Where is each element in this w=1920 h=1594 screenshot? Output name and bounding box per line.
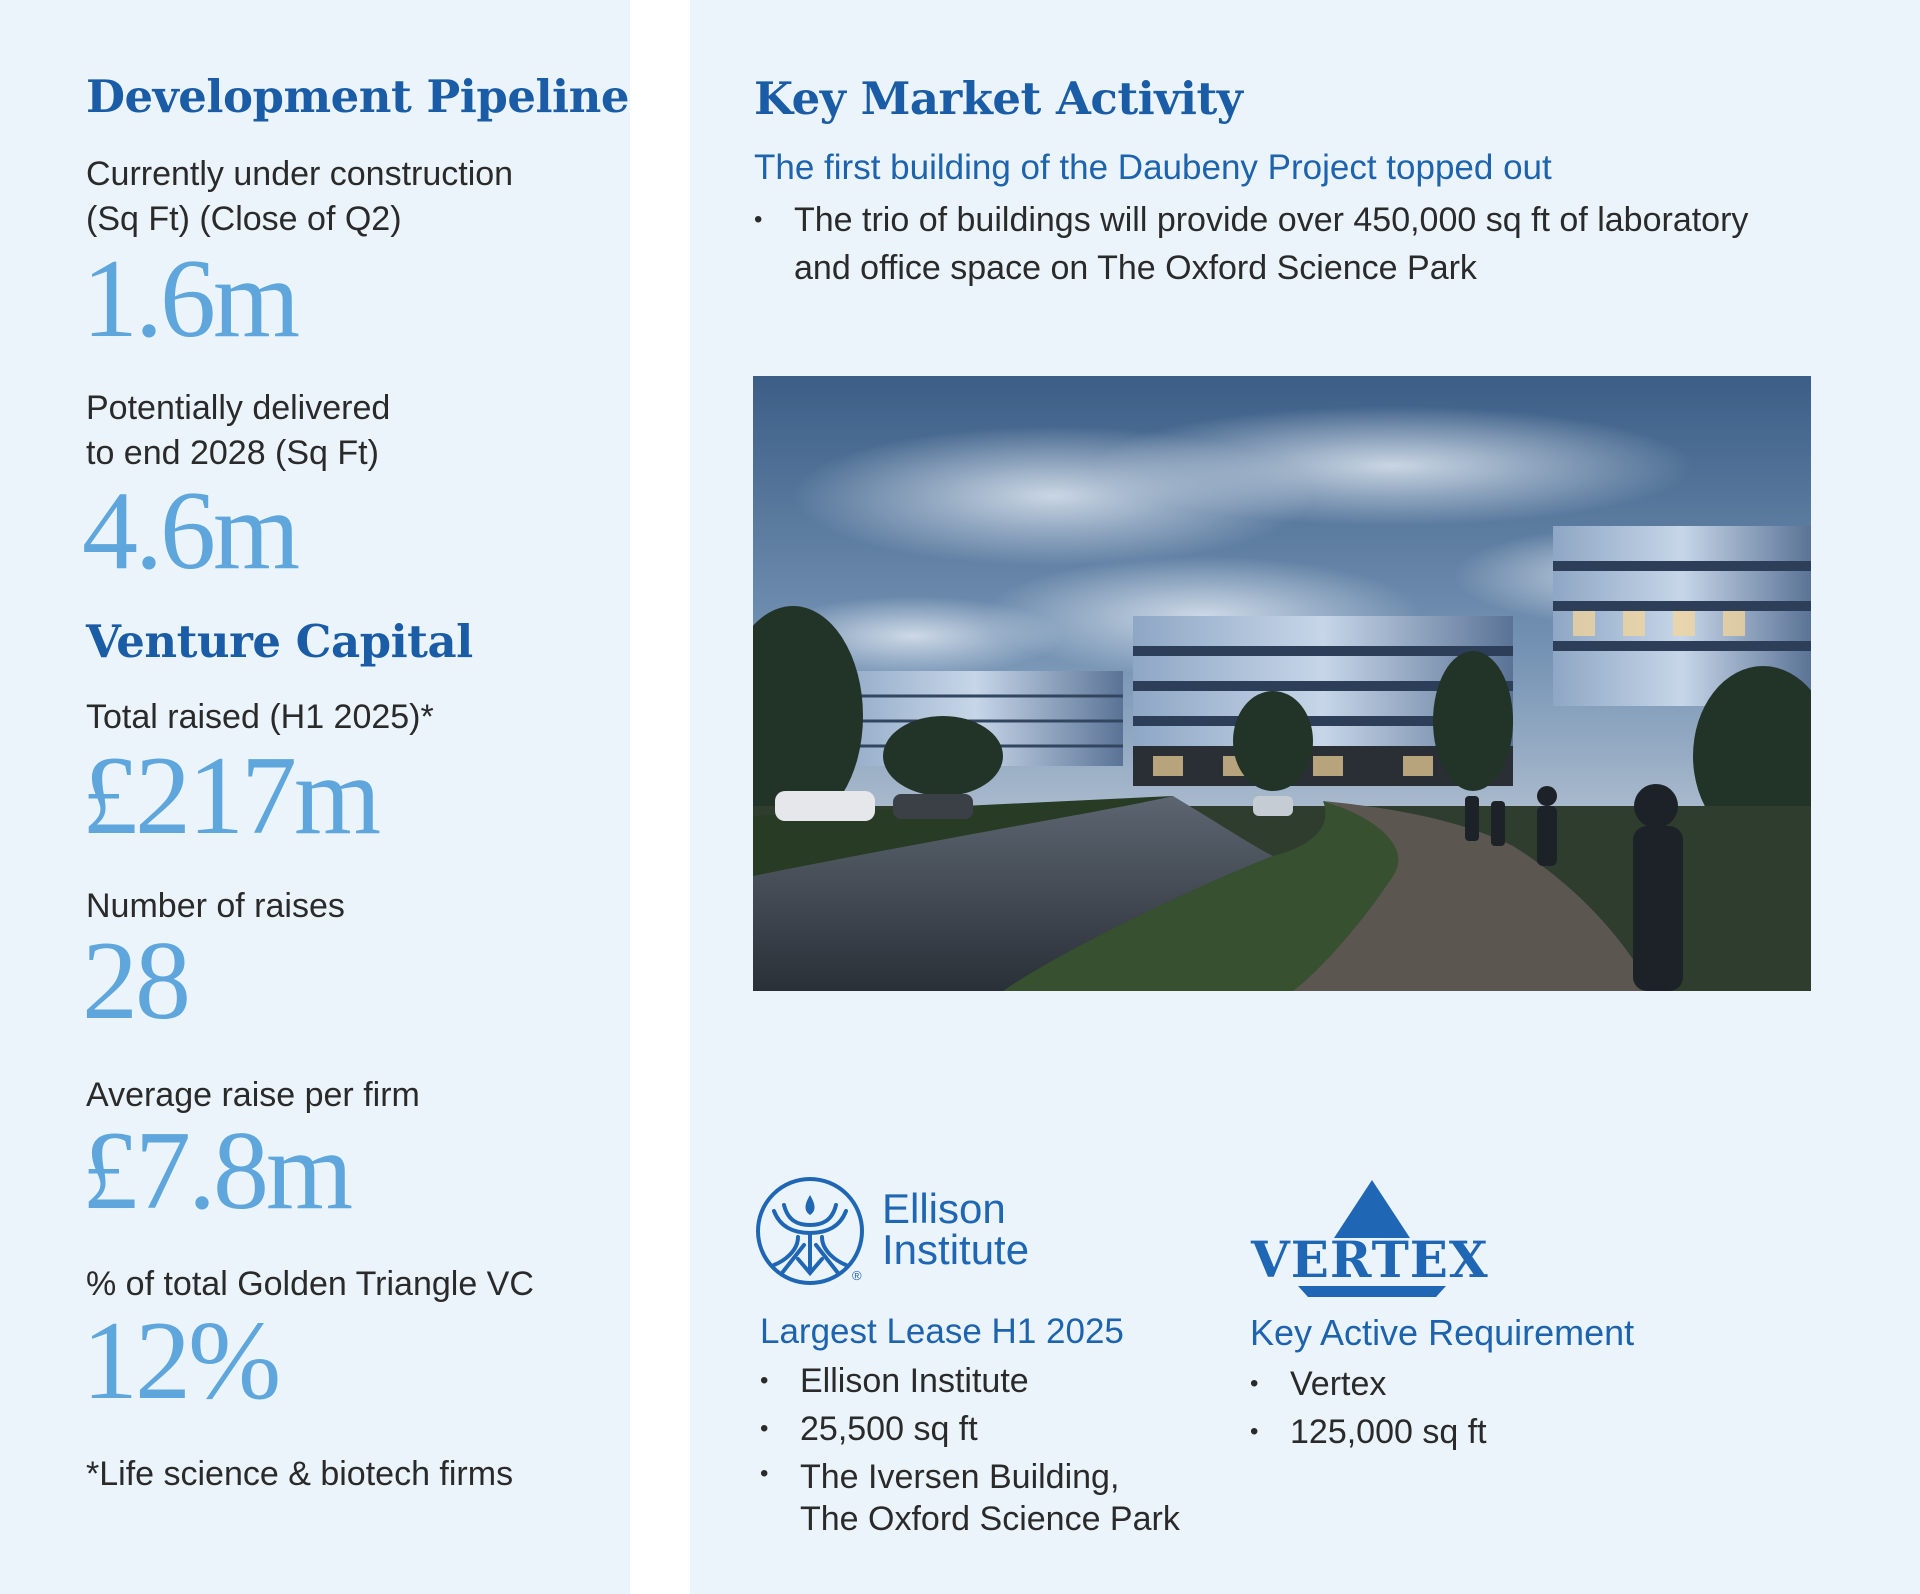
daubeny-bullet-line1: • The trio of buildings will provide over 450,000 sq ft of laboratory [794,201,1749,239]
footnote: *Life science & biotech firms [86,1455,514,1493]
raises-label: Number of raises [86,887,345,925]
ellison-logo-text [882,1185,1030,1273]
pct-label: % of total Golden Triangle VC [86,1265,534,1303]
active-requirement-heading: Key Active Requirement [1250,1312,1635,1353]
daubeny-bullet [754,196,1748,292]
daubeny-bullets [754,196,1748,292]
total-raised-value: £217m [82,734,379,858]
ellison-registered-mark: ® [852,1268,862,1283]
delivered-label-line1: Potentially delivered [86,389,391,427]
ellison-bullets [760,1357,1180,1540]
ellison-bullet-3-line1: • The Iversen Building, [800,1458,1120,1496]
ellison-logo-line1: Ellison [882,1185,1006,1232]
under-construction-label [86,152,513,242]
avg-raise-label: Average raise per firm [86,1076,420,1114]
total-raised-label: Total raised (H1 2025)* [86,698,434,736]
under-construction-label-line1: Currently under construction [86,155,514,193]
vertex-logo-text: VERTEX [1251,1230,1489,1289]
raises-value: 28 [82,919,188,1043]
left-stats-panel [0,0,630,1594]
ellison-bullet-2-text: • 25,500 sq ft [800,1410,978,1448]
pct-value: 12% [82,1299,279,1423]
market-activity-title: Key Market Activity [754,72,1243,125]
vertex-bullet-2 [1250,1408,1487,1456]
ellison-bullet-1-text: • Ellison Institute [800,1362,1029,1400]
ellison-bullet-1 [760,1357,1180,1405]
campus-rendering-image [753,376,1811,991]
under-construction-value: 1.6m [82,237,298,361]
vc-title: Venture Capital [86,615,473,668]
pipeline-title: Development Pipeline [86,70,629,123]
ellison-logo-line2: Institute [882,1226,1030,1273]
under-construction-label-line2: (Sq Ft) (Close of Q2) [86,200,402,238]
vertex-bullets [1250,1360,1487,1456]
ellison-bullet-3-line2: The Oxford Science Park [800,1500,1180,1538]
ellison-bullet-2 [760,1405,1180,1453]
daubeny-bullet-line2: and office space on The Oxford Science Park [794,249,1477,287]
vertex-bullet-1 [1250,1360,1487,1408]
avg-raise-value: £7.8m [82,1109,351,1233]
vertex-bullet-2-text: • 125,000 sq ft [1290,1413,1487,1451]
delivered-value: 4.6m [82,469,298,593]
delivered-label [86,386,390,476]
ellison-bullet-3 [760,1453,1180,1540]
vertex-bullet-1-text: • Vertex [1290,1365,1387,1403]
daubeny-subtitle: The first building of the Daubeny Project topped out [754,148,1552,187]
right-activity-panel [690,0,1920,1594]
largest-lease-heading: Largest Lease H1 2025 [760,1312,1124,1351]
delivered-label-line2: to end 2028 (Sq Ft) [86,434,379,472]
